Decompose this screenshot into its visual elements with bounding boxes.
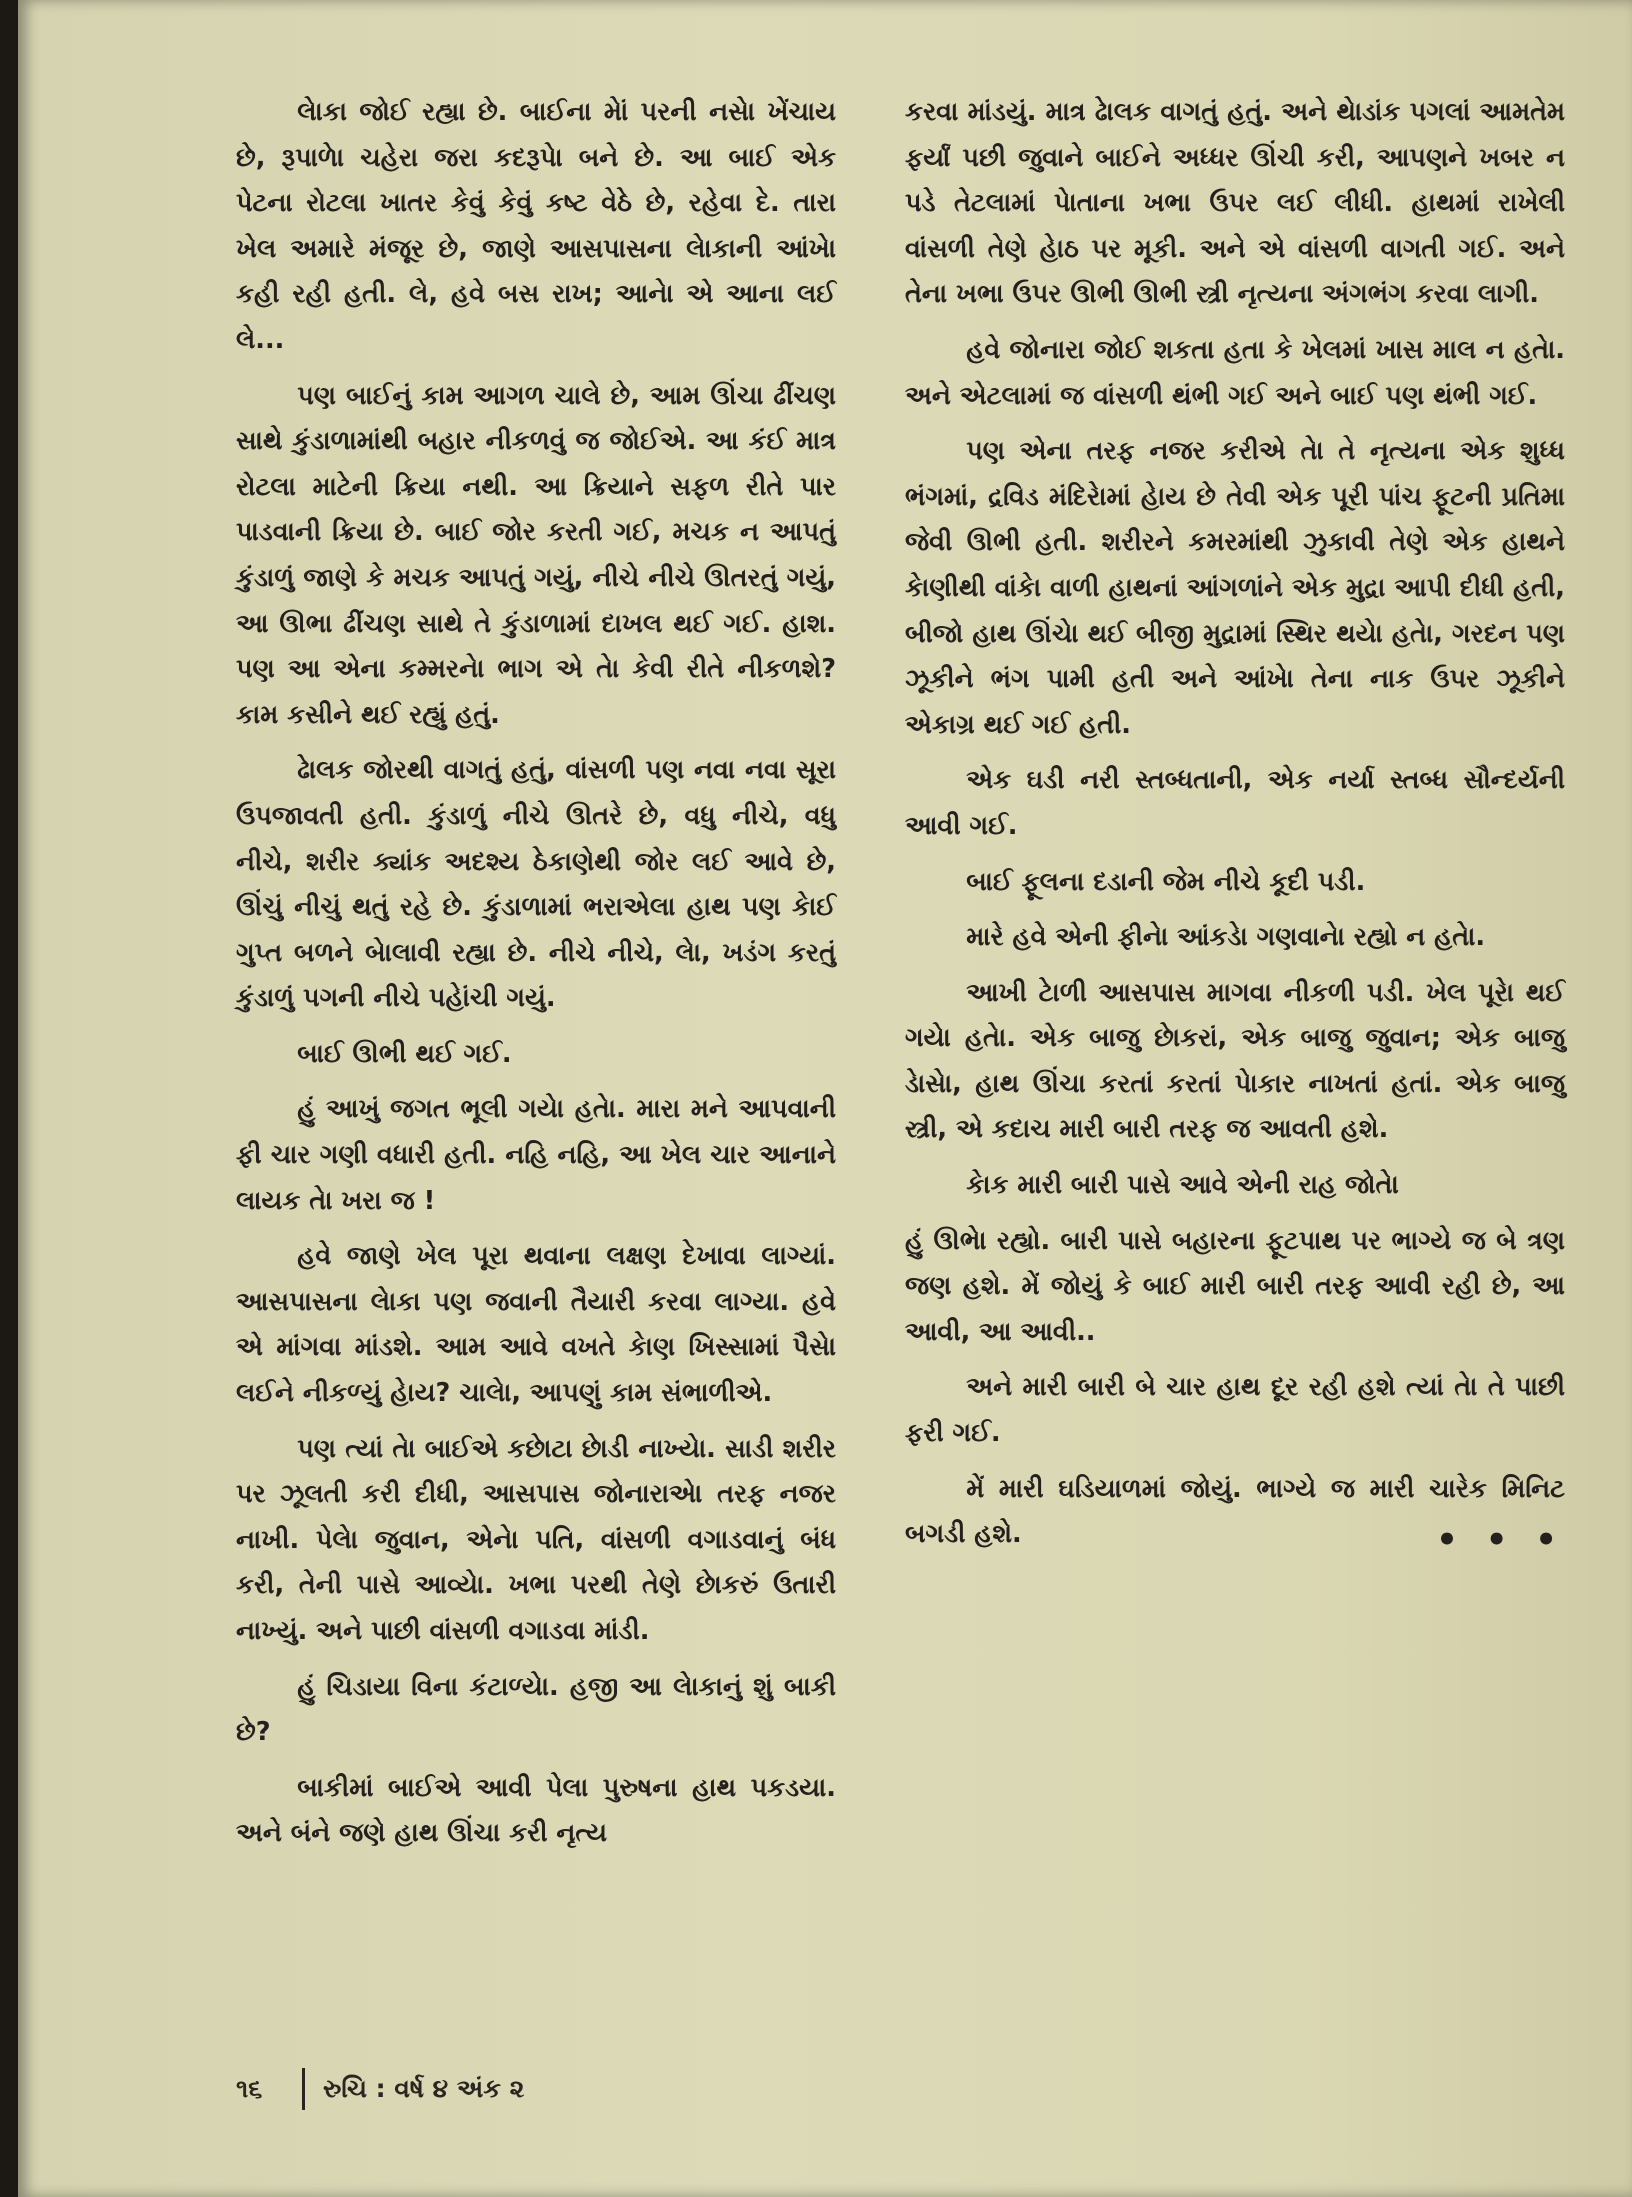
paragraph: એક ઘડી નરી સ્તબ્ધતાની, એક નર્યા સ્તબ્ધ સૌન્દર્યની આવી ગઈ.	[905, 765, 1565, 841]
end-mark: • • •	[1436, 1519, 1565, 1560]
paragraph: પણ ત્યાં તેા બાઈએ કછેાટા છેાડી નાખ્યેા. સાડી શરીર પર ઝૂલતી કરી દીધી, આસપાસ જોનારાએ। તરફ નજર નાખી. પેલેા જુવાન, એનેા પતિ, વાંસળી વગાડવાનું બંધ કરી, તેની પાસે આવ્યેા. ખભા પરથી તેણે છેાકરું ઉતારી નાખ્યું. અને પાછી વાંસળી વગાડવા માંડી.	[236, 1433, 836, 1646]
right-text-column	[905, 90, 1565, 1563]
paragraph: ઢેાલક જોરથી વાગતું હતું, વાંસળી પણ નવા નવા સૂરા ઉપજાવતી હતી. કુંડાળું નીચે ઊતરે છે, વધુ નીચે, વધુ નીચે, શરીર ક્યાંક અદશ્ય ઠેકાણેથી જોર લઈ આવે છે, ઊંચું નીચું થતું રહે છે. કુંડાળામાં ભરાએલા હાથ પણ કેાઈ ગુપ્ત બળને બેાલાવી રહ્યા છે. નીચે નીચે, લેા, ખડંગ કરતું કુંડાળું પગની નીચે પહેાંચી ગયું.	[236, 755, 836, 1014]
page-number: ૧૬	[236, 2074, 263, 2103]
paragraph: લેાકા જોઈ રહ્યા છે. બાઈના મેાં પરની નસેા ખેંચાય છે, રૂપાળેા ચહેરા જરા કદરૂપેા બને છે. આ બાઈ એક પેટના રોટલા ખાતર કેવું કેવું કષ્ટ વેઠે છે, રહેવા દે. તારા ખેલ અમારે મંજૂર છે, જાણે આસપાસના લેાકાની આંખેા કહી રહી હતી. લે, હવે બસ રાખ; આનેા એ આના લઈ લે...	[236, 97, 836, 355]
paragraph: હું આખું જગત ભૂલી ગયેા હતેા. મારા મને આપવાની ફી ચાર ગણી વધારી હતી. નહિ નહિ, આ ખેલ ચાર આનાને લાયક તેા ખરા જ !	[236, 1094, 836, 1216]
paragraph: હવે જોનારા જોઈ શકતા હતા કે ખેલમાં ખાસ માલ ન હતેા. અને એટલામાં જ વાંસળી થંભી ગઈ અને બાઈ પણ થંભી ગઈ.	[905, 334, 1565, 411]
paragraph: બાઈ ફૂલના દડાની જેમ નીચે કૂદી પડી.	[966, 866, 1366, 897]
paragraph: બાકીમાં બાઈએ આવી પેલા પુરુષના હાથ પકડયા. અને બંને જણે હાથ ઊંચા કરી નૃત્ય	[236, 1772, 836, 1849]
paragraph: પણ એના તરફ નજર કરીએ તેા તે નૃત્યના એક શુધ્ધ ભંગમાં, દ્રવિડ મંદિરેામાં હેાય છે તેવી એક પૂરી પાંચ ફૂટની પ્રતિમા જેવી ઊભી હતી. શરીરને કમરમાંથી ઝુકાવી તેણે એક હાથને કેાણીથી વાંકેા વાળી હાથનાં આંગળાંને એક મુદ્રા આપી દીધી હતી, બીજો હાથ ઊંચેા થઈ બીજી મુદ્રામાં સ્થિર થયેા હતેા, ગરદન પણ ઝૂકીને ભંગ પામી હતી અને આંખેા તેના નાક ઉપર ઝૂકીને એકાગ્ર થઈ ગઈ હતી.	[905, 436, 1565, 740]
left-text-column	[236, 90, 836, 1857]
paragraph: પણ બાઈનું કામ આગળ ચાલે છે, આમ ઊંચા ઢીંચણ સાથે કુંડાળામાંથી બહાર નીકળવું જ જોઈએ. આ કંઈ માત્ર રોટલા માટેની ક્રિયા નથી. આ ક્રિયાને સફળ રીતે પાર પાડવાની ક્રિયા છે. બાઈ જોર કરતી ગઈ, મચક ન આપતું કુંડાળું જાણે કે મચક આપતું ગયું, નીચે નીચે ઊતરતું ગયું, આ ઊભા ઢીંચણ સાથે તે કુંડાળામાં દાખલ થઈ ગઈ. હાશ. પણ આ એના કમ્મરનેા ભાગ એ તેા કેવી રીતે નીકળશે? કામ કસીને થઈ રહ્યું હતું.	[236, 380, 836, 730]
publication-name: રુચિ : વર્ષ ૪ અંક ૨	[323, 2074, 525, 2103]
magazine-page	[18, 0, 1632, 2197]
paragraph: હું ઊભેા રહ્યો. બારી પાસે બહારના ફૂટપાથ પર ભાગ્યે જ બે ત્રણ જણ હશે. મેં જોયું કે બાઈ મારી બારી તરફ આવી રહી છે, આ આવી, આ આવી..	[905, 1225, 1565, 1347]
footer-divider	[302, 2068, 305, 2110]
paragraph: કેાક મારી બારી પાસે આવે એની રાહ જોતેા	[966, 1170, 1399, 1201]
paragraph: મારે હવે એની ફીનેા આંકડેા ગણવાનેા રહ્યો ન હતેા.	[966, 922, 1486, 953]
paragraph: આખી ટેાળી આસપાસ માગવા નીકળી પડી. ખેલ પૂરેા થઈ ગયેા હતેા. એક બાજુ છેાકરાં, એક બાજુ જુવાન; એક બાજુ ડેાસેા, હાથ ઊંચા કરતાં કરતાં પેાકાર નાખતાં હતાં. એક બાજુ સ્ત્રી, એ કદાચ મારી બારી તરફ જ આવતી હશે.	[905, 977, 1565, 1145]
paragraph: અને મારી બારી બે ચાર હાથ દૂર રહી હશે ત્યાં તેા તે પાછી ફરી ગઈ.	[905, 1372, 1565, 1449]
paragraph: બાઈ ઊભી થઈ ગઈ.	[297, 1038, 512, 1069]
paragraph: હવે જાણે ખેલ પૂરા થવાના લક્ષણ દેખાવા લાગ્યાં. આસપાસના લેાકા પણ જવાની તૈયારી કરવા લાગ્યા. હવે એ માંગવા માંડશે. આમ આવે વખતે કેાણ ખિસ્સામાં પૈસેા લઈને નીકળ્યું હેાય? ચાલેા, આપણું કામ સંભાળીએ.	[236, 1241, 836, 1409]
paragraph: કરવા માંડયું. માત્ર ઢેાલક વાગતું હતું. અને થેાડાંક પગલાં આમતેમ ફર્યાં પછી જુવાને બાઈને અધ્ધર ઊંચી કરી, આપણને ખબર ન પડે તેટલામાં પેાતાના ખભા ઉપર લઈ લીધી. હાથમાં રાખેલી વાંસળી તેણે હેાઠ પર મૂકી. અને એ વાંસળી વાગતી ગઈ. અને તેના ખભા ઉપર ઊભી ઊભી સ્ત્રી નૃત્યના અંગભંગ કરવા લાગી.	[905, 97, 1565, 310]
paragraph: હું ચિડાયા વિના કંટાળ્યેા. હજી આ લેાકાનું શું બાકી છે?	[236, 1671, 836, 1748]
paragraph: મેં મારી ઘડિયાળમાં જોયું. ભાગ્યે જ મારી ચારેક મિનિટ બગડી હશે.	[905, 1473, 1565, 1550]
page-footer	[236, 2068, 524, 2110]
